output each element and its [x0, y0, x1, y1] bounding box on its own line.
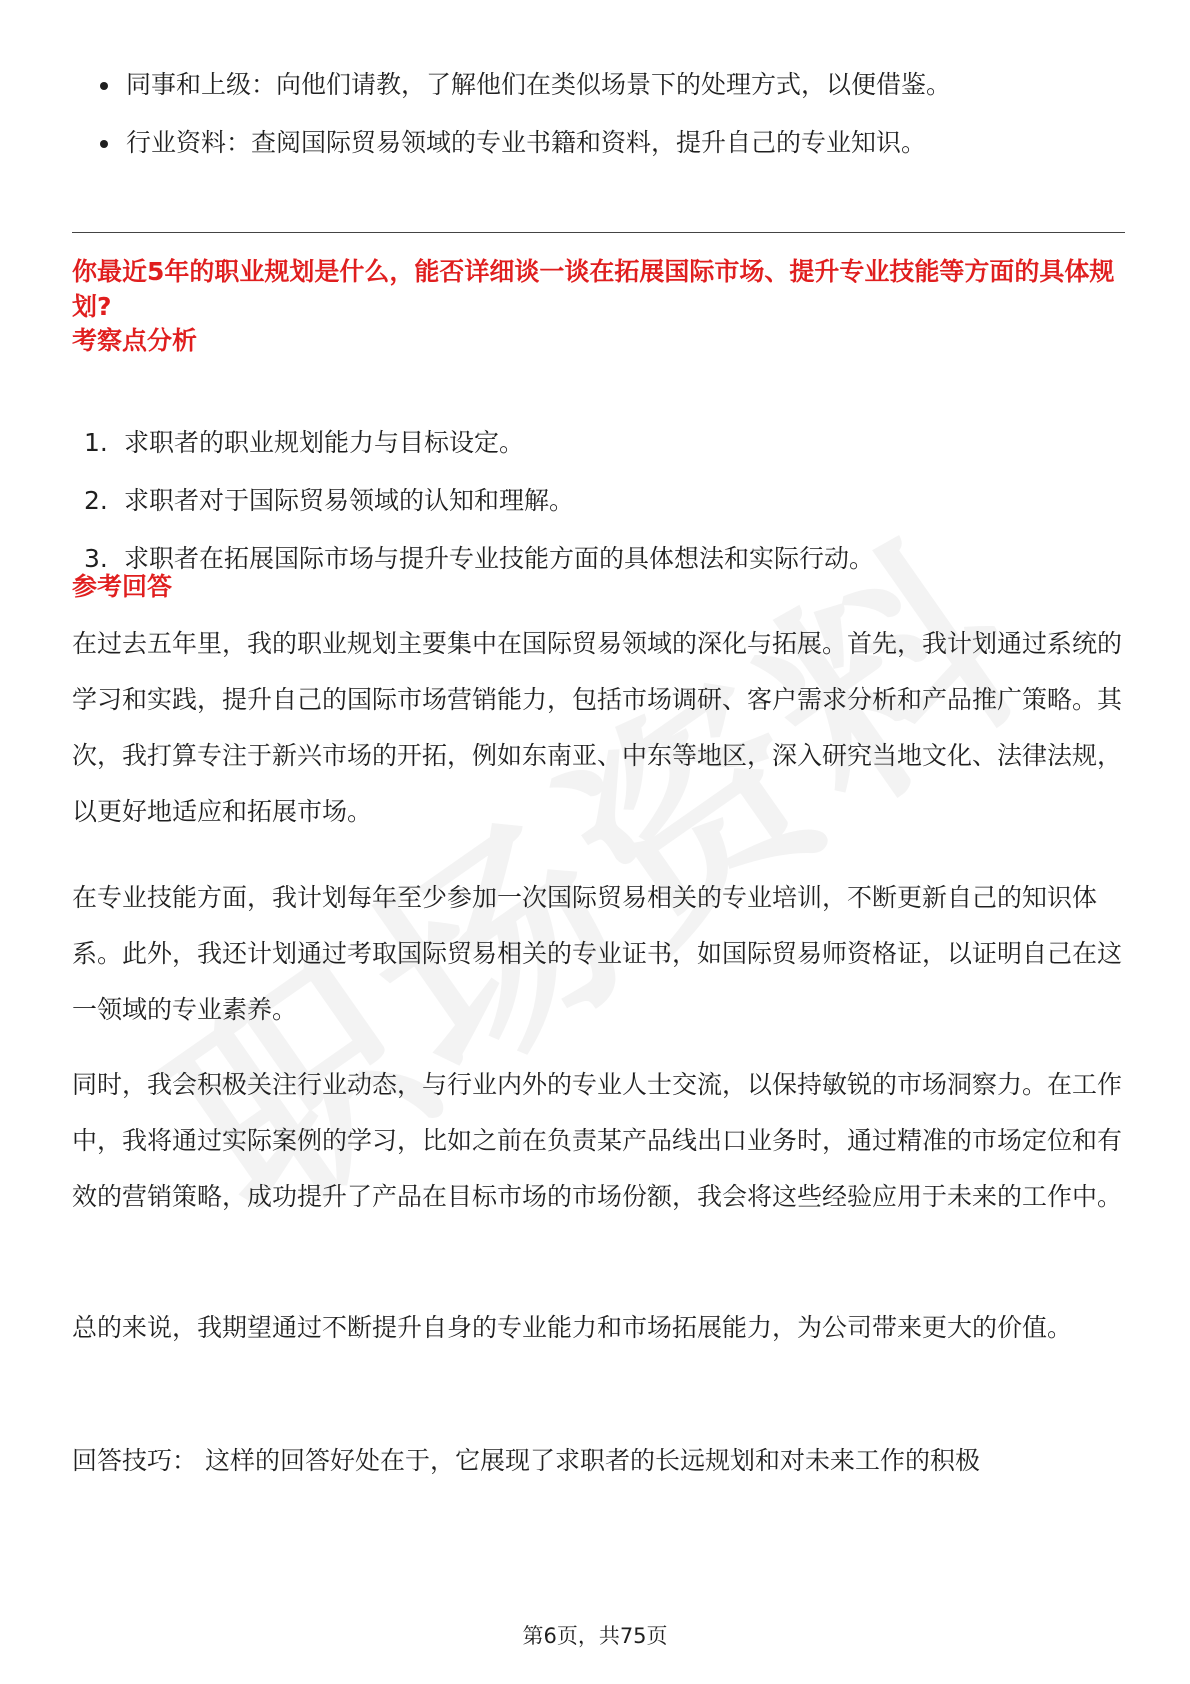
bullet-dot-icon — [100, 140, 108, 148]
analysis-heading: 考察点分析 — [72, 326, 198, 355]
bullet-item: 行业资料：查阅国际贸易领域的专业书籍和资料，提升自己的专业知识。 — [92, 128, 951, 158]
section-divider — [72, 232, 1125, 233]
page-footer: 第6页，共75页 — [522, 1624, 668, 1648]
top-bullet-list — [92, 70, 951, 186]
answer-heading: 参考回答 — [72, 572, 173, 601]
answer-paragraph: 总的来说，我期望通过不断提升自身的专业能力和市场拓展能力，为公司带来更大的价值。 — [72, 1313, 1073, 1342]
question-title: 你最近5年的职业规划是什么，能否详细谈一谈在拓展国际市场、提升专业技能等方面的具体规划? — [72, 257, 1115, 321]
answer-paragraph: 在专业技能方面，我计划每年至少参加一次国际贸易相关的专业培训，不断更新自己的知识体系。此外，我还计划通过考取国际贸易相关的专业证书，如国际贸易师资格证，以证明自己在这一领域的专业素养。 — [72, 883, 1123, 1024]
bullet-item: 同事和上级：向他们请教，了解他们在类似场景下的处理方式，以便借鉴。 — [92, 70, 951, 100]
bullet-dot-icon — [100, 82, 108, 90]
analysis-list — [84, 428, 874, 602]
analysis-item: 1. 求职者的职业规划能力与目标设定。 — [84, 428, 525, 457]
analysis-item: 3. 求职者在拓展国际市场与提升专业技能方面的具体想法和实际行动。 — [84, 544, 875, 573]
answer-tip: 回答技巧： 这样的回答好处在于，它展现了求职者的长远规划和对未来工作的积极 — [72, 1446, 980, 1475]
analysis-item: 2. 求职者对于国际贸易领域的认知和理解。 — [84, 486, 575, 515]
answer-paragraph: 在过去五年里，我的职业规划主要集中在国际贸易领域的深化与拓展。首先，我计划通过系统的学习和实践，提升自己的国际市场营销能力，包括市场调研、客户需求分析和产品推广策略。其次，我打算专注于新兴市场的开拓，例如东南亚、中东等地区，深入研究当地文化、法律法规，以更好地适应和拓展市场。 — [72, 629, 1123, 826]
answer-paragraph: 同时，我会积极关注行业动态，与行业内外的专业人士交流，以保持敏锐的市场洞察力。在工作中，我将通过实际案例的学习，比如之前在负责某产品线出口业务时，通过精准的市场定位和有效的营销策略，成功提升了产品在目标市场的市场份额，我会将这些经验应用于未来的工作中。 — [72, 1070, 1123, 1211]
